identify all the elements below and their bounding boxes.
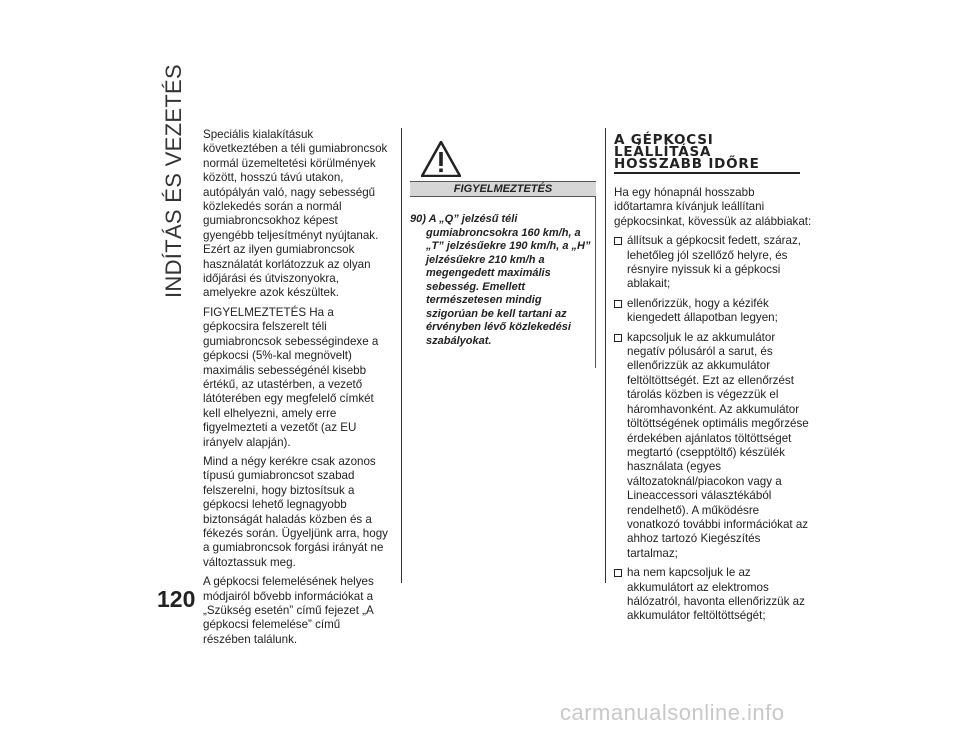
list-item	[614, 566, 814, 624]
warning-header: FIGYELMEZTETÉS	[410, 181, 596, 197]
list-item-text: állítsuk a gépkocsit fedett, száraz, lehetőleg jól szellőző helyre, és résnyire nyissuk ki a gépkocsi ablakait;	[627, 234, 801, 291]
list-item	[614, 234, 814, 292]
section-title-line: A GÉPKOCSI	[614, 132, 714, 148]
column-divider-right	[605, 128, 606, 583]
paragraph: FIGYELMEZTETÉS Ha a gépkocsira felszerelt téli gumiabroncsok sebességindexe a gépkocsi (5%-kal megnövelt) maximális sebességénél kisebb értékű, az utastérben, a vezető látóterében egy megfelelő címkét kell elhelyezni, amely erre figyelmezteti a vezetőt (az EU irányelv alapján).	[203, 305, 379, 449]
warning-triangle-icon	[421, 141, 461, 177]
page-number: 120	[157, 586, 196, 612]
intro-paragraph: Ha egy hónapnál hosszabb időtartamra kívánjuk leállítani gépkocsinkat, kövessük az alábbiakat:	[614, 186, 812, 228]
paragraph: Mind a négy kerékre csak azonos típusú gumiabroncsot szabad felszerelni, hogy biztosítsuk a gépkocsi lehető legnagyobb biztonságát haladás közben és a fékezés során. Ügyeljünk arra, hogy a gumiabroncsok forgási irányát ne változtassuk meg.	[203, 454, 388, 569]
warning-text	[410, 213, 593, 348]
warning-box	[410, 141, 596, 368]
paragraph: A gépkocsi felemelésének helyes módjairól bővebb információkat a „Szükség esetén” című fejezet „A gépkocsi felemelése” című részében találunk.	[203, 575, 374, 646]
list-item-text: kapcsoljuk le az akkumulátor negatív pólusáról a sarut, és ellenőrizzük az akkumulátor feltöltöttségét. Ezt az ellenőrzést tárolás közben is végezzük el háromhavonként. Az akkumulátor töltöttségének optimális megőrzése érdekében ajánlatos töltöttséget megtartó (csepptöltő) készülék használata (egyes változatoknál/piacokon vagy a Lineaccessori választékából rendelhető). A működésre vonatkozó további információkat az ahhoz tartozó Kiegészítés tartalmaz;	[627, 330, 809, 560]
list-item-text: ellenőrizzük, hogy a kézifék kiengedett állapotban legyen;	[627, 296, 778, 325]
section-title	[614, 134, 800, 174]
chapter-side-title: INDÍTÁS ÉS VEZETÉS	[161, 63, 186, 298]
text-column-1	[203, 128, 391, 652]
checkbox-bullet-icon	[614, 334, 622, 342]
column-divider-left	[401, 128, 402, 583]
section-title-line: HOSSZABB IDŐRE	[614, 158, 800, 174]
checklist	[614, 234, 814, 624]
section-title-line: LEÁLLÍTÁSA	[614, 144, 712, 160]
warning-column	[410, 128, 596, 368]
paragraph: Speciális kialakításuk következtében a téli gumiabroncsok normál üzemeltetési körülmények között, hosszú távú utakon, autópályán való, nagy sebességű közlekedés során a normál gumiabroncsokhoz képest gyengébb teljesítményt nyújtanak. Ezért az ilyen gumiabroncsok használatát korlátozzuk az olyan időjárási és útviszonyokra, amelyekre azok készültek.	[203, 128, 388, 300]
text-column-3	[614, 128, 814, 629]
checkbox-bullet-icon	[614, 569, 622, 577]
warning-message: A „Q” jelzésű téli gumiabroncsokra 160 km/h, a „T” jelzésűekre 190 km/h, a „H” jelzésűekre 210 km/h a megengedett maximális sebesség. Emellett természetesen mindig szigorúan be kell tartani az érvényben lévő közlekedési szabályokat.	[426, 213, 591, 347]
warning-body	[410, 197, 596, 368]
list-item	[614, 331, 814, 562]
list-item-text: ha nem kapcsoljuk le az akkumulátort az elektromos hálózatról, havonta ellenőrizzük az akkumulátor feltöltöttségét;	[627, 566, 805, 623]
warning-number: 90)	[410, 213, 426, 225]
watermark: carmanualsonline.info	[560, 700, 785, 725]
checkbox-bullet-icon	[614, 300, 622, 308]
checkbox-bullet-icon	[614, 237, 622, 245]
list-item	[614, 297, 814, 326]
